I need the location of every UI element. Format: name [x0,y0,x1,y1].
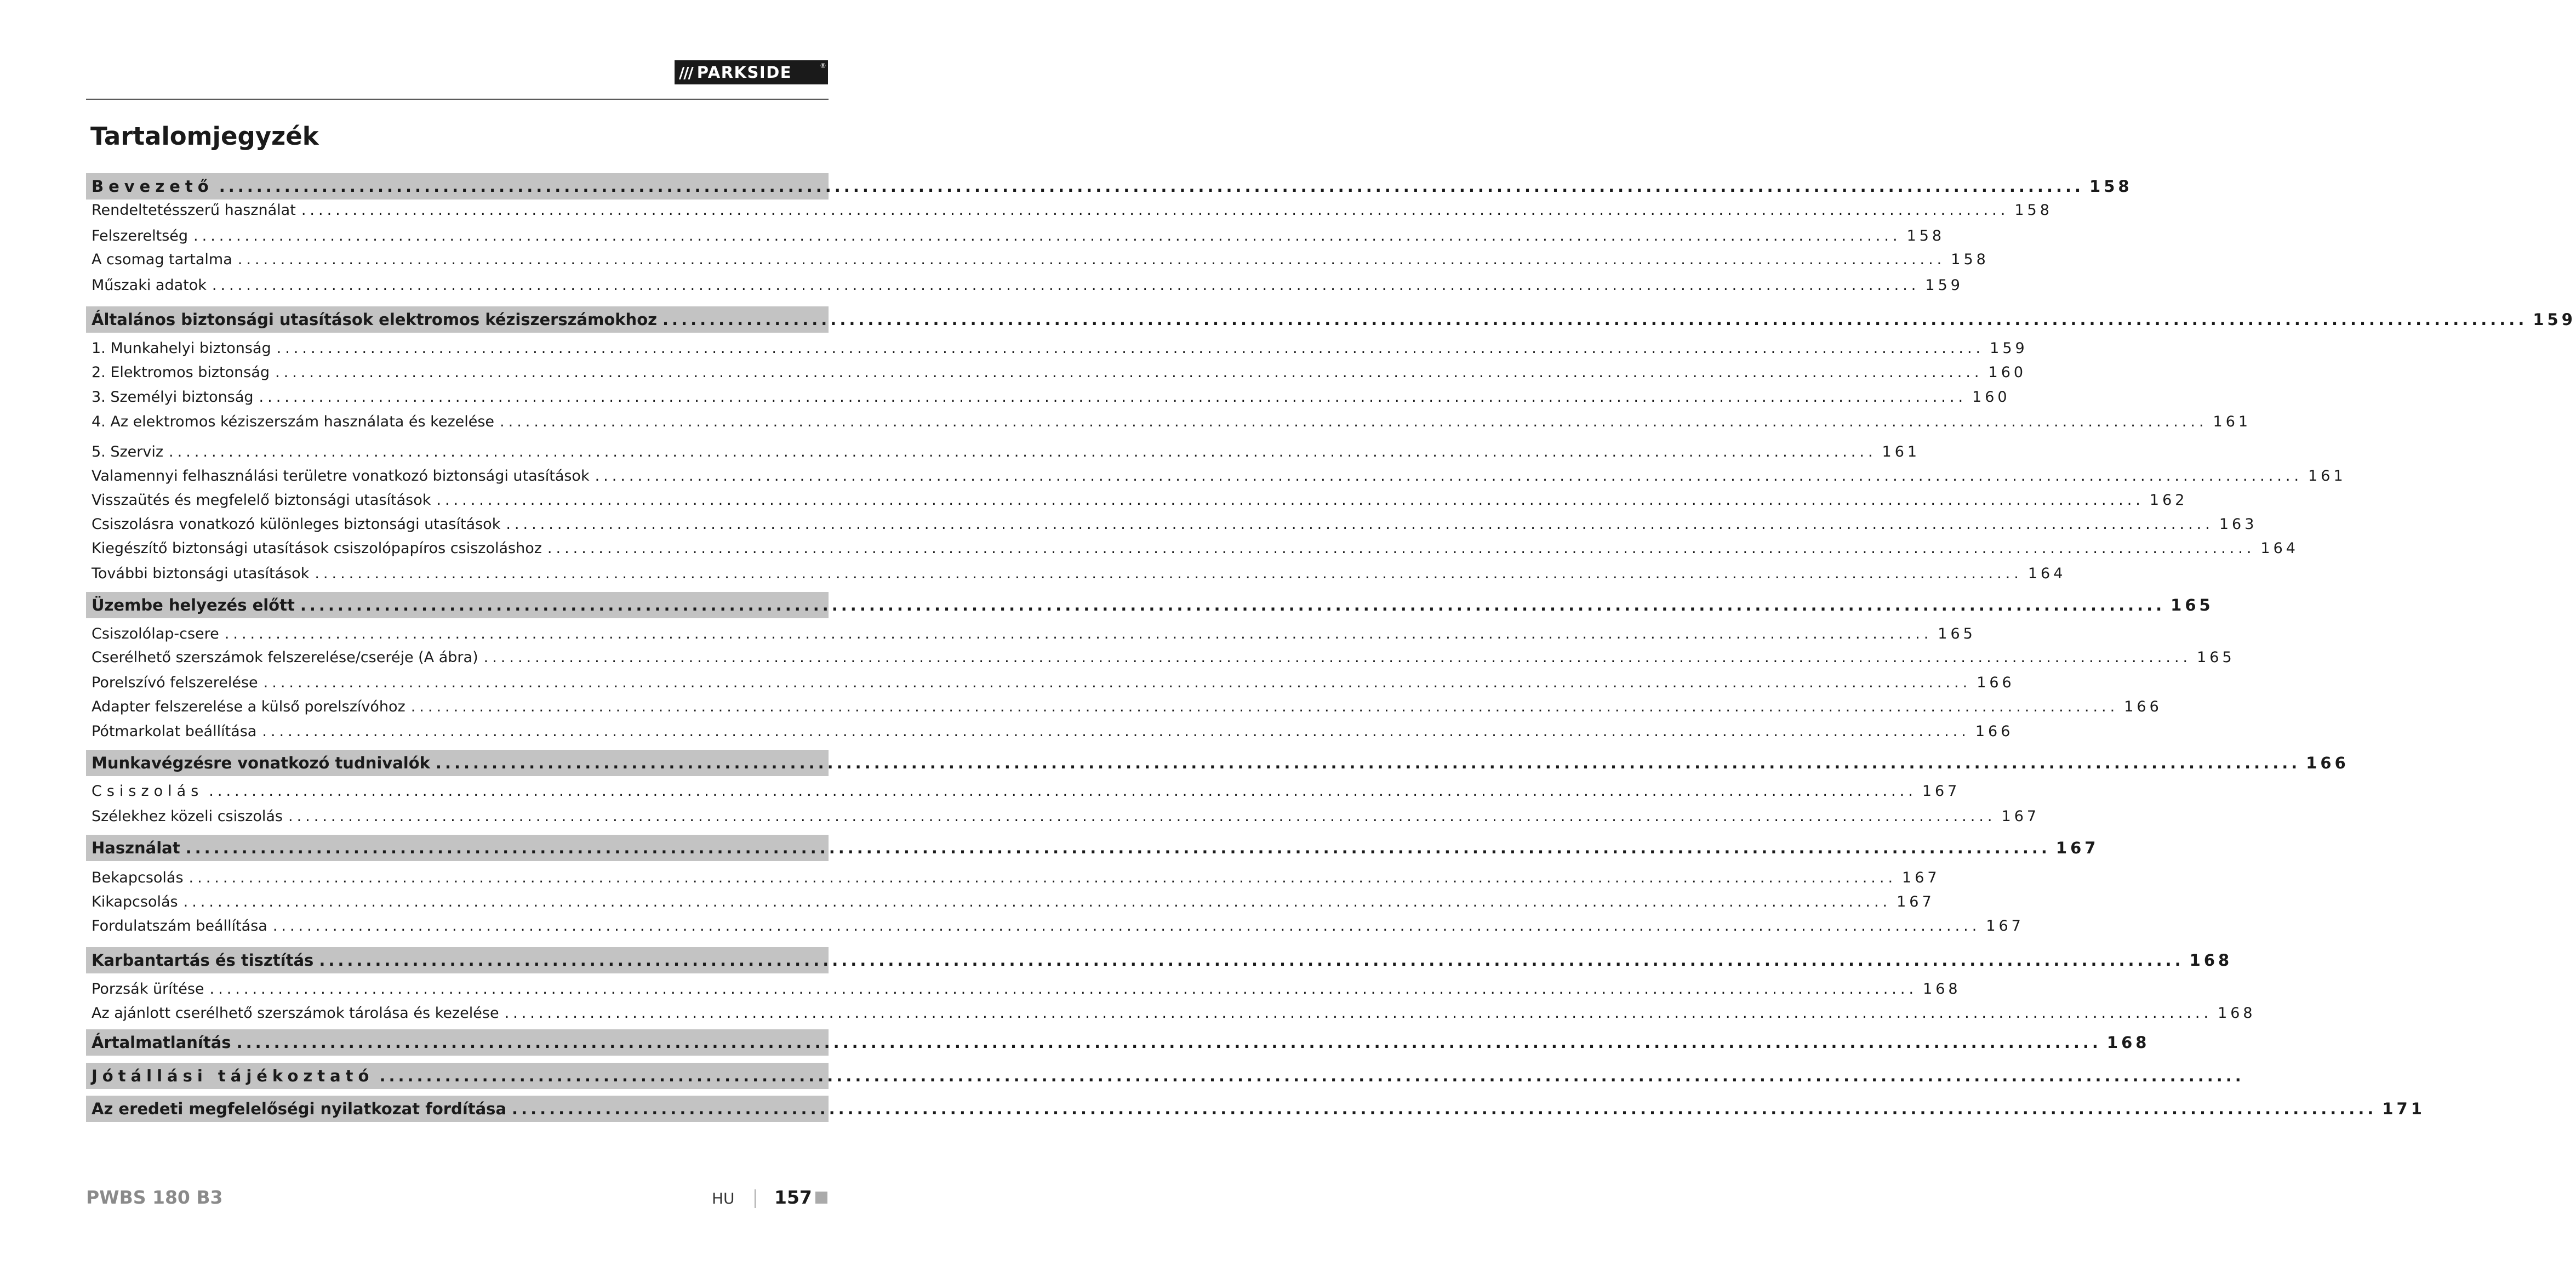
dot-leader: ........................................................................................................................................................................................................ [189,869,1897,886]
toc-item-row [86,439,1921,464]
toc-item-row [86,511,2258,537]
toc-section-row [86,306,2576,333]
toc-item-row [86,535,2299,561]
toc-section-row [86,750,2349,776]
toc-section-row [86,1063,2244,1089]
toc-item-row [86,889,1935,914]
header-divider [86,99,829,100]
footer-divider [755,1189,756,1208]
toc-entry-page: 165 [2171,596,2214,614]
toc-item-row [86,804,2040,829]
dot-leader: ........................................................................................................................................................................................................ [547,539,2255,557]
dot-leader: ........................................................................................................................................................................................................ [300,596,2166,614]
footer-square-mark [815,1192,827,1204]
toc-entry-title: Csiszolásra vonatkozó különleges biztonsági utasítások [92,515,501,533]
dot-leader: ........................................................................................................................................................................................................ [169,443,1877,460]
toc-item-row [86,384,2010,409]
toc-entry-title: Visszaütés és megfelelő biztonsági utasítások [92,491,431,509]
toc-entry-page: 159 [1990,339,2028,357]
dot-leader: ........................................................................................................................................................................................................ [301,201,2009,219]
brand-name: PARKSIDE [696,63,792,82]
toc-item-row [86,247,1989,272]
toc-item-row [86,272,1963,298]
dot-leader: ........................................................................................................................................................................................................ [662,310,2528,329]
toc-item-row [86,778,1961,804]
toc-entry-title: Bekapcsolás [92,869,184,886]
footer-model: PWBS 180 B3 [86,1187,223,1208]
toc-item-row [86,976,1961,1001]
dot-leader: ........................................................................................................................................................................................................ [483,648,2192,666]
toc-item-row [86,409,2252,434]
toc-entry-page: 167 [1897,893,1935,910]
dot-leader: ........................................................................................................................................................................................................ [262,722,1970,740]
toc-entry-title: Használat [92,839,180,857]
dot-leader: ........................................................................................................................................................................................................ [512,1099,2377,1118]
footer-page-number: 157 [774,1187,812,1208]
toc-item-row [86,865,1940,890]
toc-entry-page: 165 [2197,648,2235,666]
dot-leader: ........................................................................................................................................................................................................ [212,276,1920,294]
toc-entry-title: Porelszívó felszerelése [92,674,258,691]
toc-entry-page: 158 [1951,250,1989,268]
toc-entry-page: 165 [1938,625,1976,642]
toc-entry-title: 1. Munkahelyi biztonság [92,339,271,357]
toc-entry-page: 168 [2106,1033,2150,1052]
toc-item-row [86,197,2053,223]
toc-entry-title: Általános biztonsági utasítások elektromos kéziszerszámokhoz [92,310,658,329]
toc-item-row [86,487,2188,512]
toc-entry-title: Felszereltség [92,227,189,244]
toc-entry-page: 161 [2308,467,2346,485]
toc-entry-title: 3. Személyi biztonság [92,388,254,406]
brand-logo [675,60,828,84]
dot-leader: ........................................................................................................................................................................................................ [504,1004,2213,1022]
brand-slashes: /// [679,63,693,82]
toc-section-row [86,1096,2425,1122]
toc-item-row [86,621,1976,646]
toc-entry-title: Pótmarkolat beállítása [92,722,257,740]
dot-leader: ........................................................................................................................................................................................................ [319,951,2184,970]
toc-entry-title: Műszaki adatok [92,276,207,294]
toc-entry-page: 167 [1902,869,1940,886]
dot-leader: ........................................................................................................................................................................................................ [236,1033,2101,1052]
toc-entry-title: Bevezető [92,177,214,196]
toc-entry-title: Kiegészítő biztonsági utasítások csiszolópapíros csiszoláshoz [92,539,542,557]
toc-entry-title: Csiszolólap-csere [92,625,219,642]
toc-entry-page: 167 [2055,839,2099,857]
toc-entry-title: További biztonsági utasítások [92,565,310,582]
toc-entry-page: 158 [2014,201,2053,219]
dot-leader: ........................................................................................................................................................................................................ [506,515,2214,533]
toc-entry-title: Munkavégzésre vonatkozó tudnivalók [92,754,430,772]
toc-item-row [86,360,2027,385]
toc-entry-title: Karbantartás és tisztítás [92,951,314,970]
toc-entry-page: 161 [2213,413,2252,430]
dot-leader: ........................................................................................................................................................................................................ [275,363,1983,381]
toc-entry-title: Adapter felszerelése a külső porelszívóhoz [92,698,405,715]
toc-item-row [86,694,2162,719]
toc-entry-page: 168 [2218,1004,2256,1022]
toc-entry-page: 159 [1925,276,1963,294]
toc-entry-page: 159 [2533,310,2576,329]
toc-entry-page: 166 [1975,722,2014,740]
toc-entry-page: 168 [2189,951,2233,970]
dot-leader: ........................................................................................................................................................................................................ [185,839,2050,857]
dot-leader: ........................................................................................................................................................................................................ [436,491,2144,509]
page-title: Tartalomjegyzék [90,122,319,151]
toc-entry-page: 164 [2260,539,2299,557]
dot-leader: ........................................................................................................................................................................................................ [288,807,1996,825]
toc-entry-page: 164 [2027,565,2066,582]
toc-item-row [86,463,2346,488]
toc-entry-title: Kikapcsolás [92,893,178,910]
toc-item-row [86,223,1945,248]
toc-entry-title: Rendeltetésszerű használat [92,201,296,219]
toc-entry-title: Az ajánlott cserélhető szerszámok tárolása és kezelése [92,1004,499,1022]
toc-entry-title: Porzsák ürítése [92,980,204,998]
toc-entry-page: 166 [2124,698,2162,715]
toc-item-row [86,913,2024,938]
dot-leader: ........................................................................................................................................................................................................ [410,698,2119,715]
toc-entry-page: 166 [2306,754,2349,772]
toc-section-row [86,947,2233,973]
footer-language: HU [712,1189,735,1207]
toc-entry-title: Szélekhez közeli csiszolás [92,807,283,825]
toc-entry-page: 168 [1923,980,1961,998]
dot-leader: ........................................................................................................................................................................................................ [595,467,2303,485]
toc-entry-page: 160 [1972,388,2010,406]
toc-entry-page: 167 [1986,917,2024,935]
toc-item-row [86,670,2015,695]
dot-leader: ........................................................................................................................................................................................................ [315,565,2023,582]
toc-entry-title: Cserélhető szerszámok felszerelése/cseréje (A ábra) [92,648,478,666]
brand-trademark: ® [820,62,826,70]
dot-leader: ........................................................................................................................................................................................................ [379,1067,2244,1085]
toc-entry-page: 167 [1922,782,1961,800]
toc-entry-page: 166 [1977,674,2015,691]
toc-entry-page: 162 [2149,491,2188,509]
toc-entry-page: 171 [2382,1099,2425,1118]
toc-entry-title: Jótállási tájékoztató [92,1067,374,1085]
dot-leader: ........................................................................................................................................................................................................ [435,754,2301,772]
toc-entry-title: Az eredeti megfelelőségi nyilatkozat fordítása [92,1099,507,1118]
toc-entry-page: 163 [2219,515,2258,533]
toc-item-row [86,1000,2256,1025]
dot-leader: ........................................................................................................................................................................................................ [209,782,1917,800]
toc-item-row [86,561,2066,586]
dot-leader: ........................................................................................................................................................................................................ [219,177,2084,196]
dot-leader: ........................................................................................................................................................................................................ [237,250,1946,268]
dot-leader: ........................................................................................................................................................................................................ [224,625,1933,642]
dot-leader: ........................................................................................................................................................................................................ [500,413,2208,430]
toc-item-row [86,645,2235,670]
toc-entry-title: A csomag tartalma [92,250,232,268]
toc-item-row [86,719,2014,744]
toc-item-row [86,335,2028,361]
toc-entry-page: 158 [1906,227,1945,244]
dot-leader: ........................................................................................................................................................................................................ [272,917,1981,935]
toc-entry-title: Csiszolás [92,782,204,800]
toc-section-row [86,173,2133,200]
toc-entry-page: 160 [1988,363,2027,381]
toc-entry-title: 2. Elektromos biztonság [92,363,270,381]
dot-leader: ........................................................................................................................................................................................................ [263,674,1972,691]
toc-entry-title: Üzembe helyezés előtt [92,596,295,614]
toc-section-row [86,592,2214,618]
toc-entry-page: 167 [2001,807,2040,825]
toc-entry-title: Fordulatszám beállítása [92,917,267,935]
dot-leader: ........................................................................................................................................................................................................ [259,388,1967,406]
toc-entry-page: 161 [1882,443,1921,460]
dot-leader: ........................................................................................................................................................................................................ [183,893,1892,910]
toc-entry-title: Valamennyi felhasználási területre vonatkozó biztonsági utasítások [92,467,590,485]
toc-section-row [86,835,2099,861]
toc-entry-title: 5. Szerviz [92,443,164,460]
dot-leader: ........................................................................................................................................................................................................ [193,227,1901,244]
toc-entry-page: 158 [2089,177,2133,196]
dot-leader: ........................................................................................................................................................................................................ [209,980,1918,998]
toc-entry-title: Ártalmatlanítás [92,1033,231,1052]
dot-leader: ........................................................................................................................................................................................................ [276,339,1985,357]
toc-section-row [86,1029,2150,1056]
toc-entry-title: 4. Az elektromos kéziszerszám használata és kezelése [92,413,495,430]
